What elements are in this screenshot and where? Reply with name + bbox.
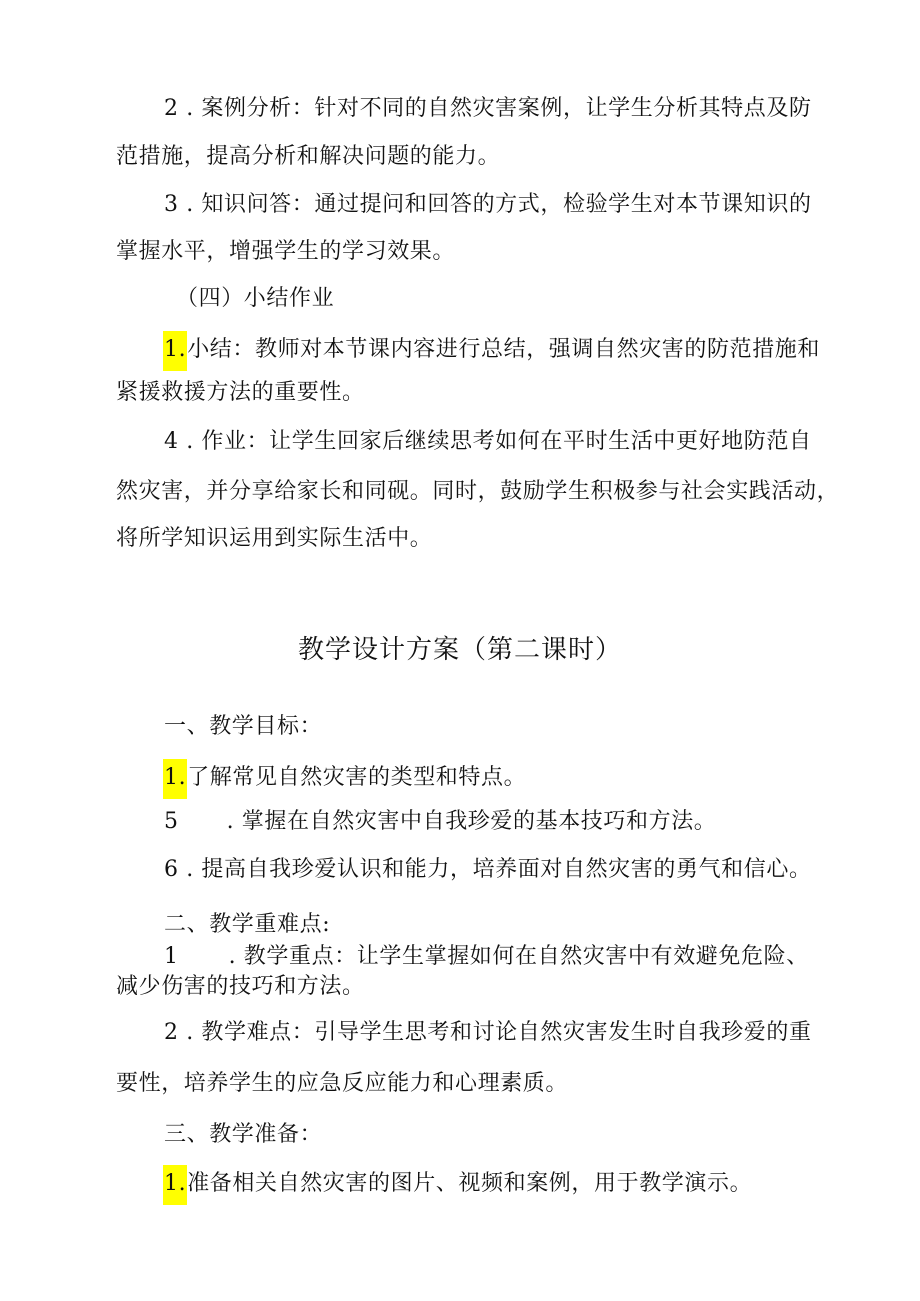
difficulty-line-1: 2 . 教学难点：引导学生思考和讨论自然灾害发生时自我珍爱的重	[164, 1020, 812, 1045]
difficulty-line-2: 要性，培养学生的应急反应能力和心理素质。	[116, 1071, 569, 1096]
section-heading-key-points: 二、教学重难点:	[164, 912, 331, 937]
highlighted-number: 1.	[163, 1165, 187, 1205]
highlighted-number: 1.	[163, 331, 187, 371]
summary-line-2: 紧援救援方法的重要性。	[116, 380, 365, 405]
preparation-1-text: 准备相关自然灾害的图片、视频和案例，用于教学演示。	[187, 1171, 753, 1196]
preparation-1	[164, 1165, 752, 1205]
section-heading-summary: （四）小结作业	[176, 286, 335, 311]
highlighted-number: 1.	[163, 759, 187, 799]
objective-1-text: 了解常见自然灾害的类型和特点。	[187, 765, 527, 790]
objective-3: 6 . 提高自我珍爱认识和能力，培养面对自然灾害的勇气和信心。	[164, 857, 812, 882]
case-analysis-line-2: 范措施，提高分析和解决问题的能力。	[116, 144, 501, 169]
section-heading-preparation: 三、教学准备：	[164, 1122, 323, 1147]
case-analysis-line-1: 2 . 案例分析：针对不同的自然灾害案例，让学生分析其特点及防	[164, 96, 812, 121]
key-point-line-2: 减少伤害的技巧和方法。	[116, 974, 365, 999]
objective-1	[164, 759, 526, 799]
summary-line-1	[164, 331, 820, 371]
homework-line-2: 然灾害，并分享给家长和同砚。同时，鼓励学生积极参与社会实践活动，	[116, 479, 840, 504]
quiz-line-2: 掌握水平，增强学生的学习效果。	[116, 239, 456, 264]
key-point-number: 1	[164, 944, 179, 969]
summary-text: 小结：教师对本节课内容进行总结，强调自然灾害的防范措施和	[187, 337, 821, 362]
objective-2-text: . 掌握在自然灾害中自我珍爱的基本技巧和方法。	[226, 809, 717, 834]
homework-line-1: 4 . 作业：让学生回家后继续思考如何在平时生活中更好地防范自	[164, 429, 812, 454]
quiz-line-1: 3 . 知识问答：通过提问和回答的方式，检验学生对本节课知识的	[164, 192, 812, 217]
key-point-text: . 教学重点：让学生掌握如何在自然灾害中有效避免危险、	[228, 944, 809, 969]
objective-2-number: 5	[164, 809, 179, 834]
key-point-line-1	[164, 942, 809, 972]
objective-2	[164, 807, 716, 837]
section-heading-objectives: 一、教学目标：	[164, 714, 323, 739]
lesson-plan-title: 教学设计方案（第二课时）	[297, 635, 622, 665]
homework-line-3: 将所学知识运用到实际生活中。	[116, 526, 433, 551]
